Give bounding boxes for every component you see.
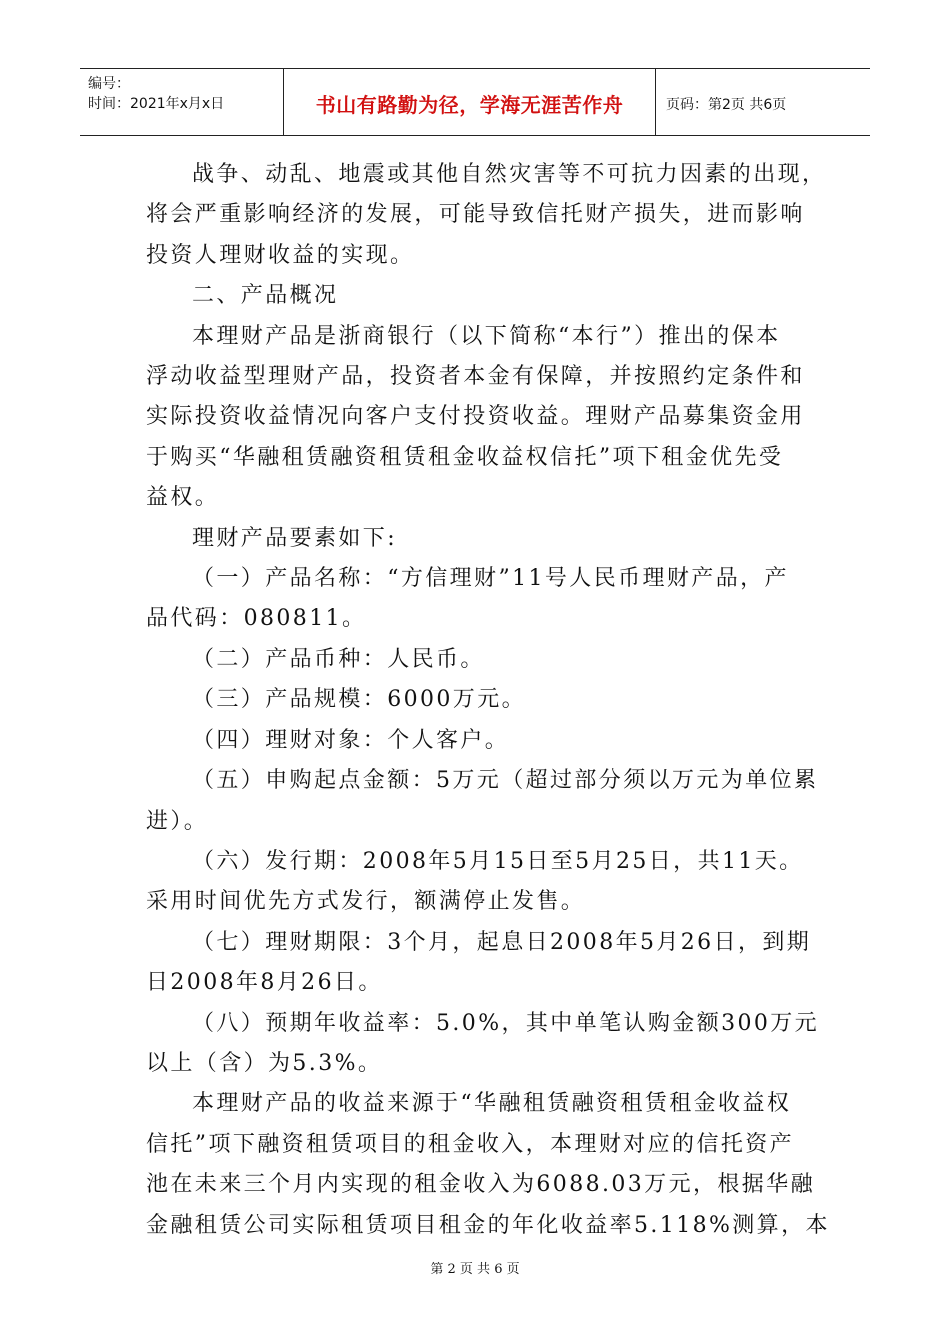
section-heading: 二、产品概况: [192, 283, 339, 309]
body-line: 益权。: [146, 485, 220, 511]
body-line: 浮动收益型理财产品，投资者本金有保障，并按照约定条件和: [146, 364, 805, 390]
header-bottom-rule: [80, 135, 870, 136]
list-item: （三）产品规模：6000万元。: [192, 687, 526, 713]
list-item: （七）理财期限：3个月，起息日2008年5月26日，到期: [192, 929, 812, 955]
list-item: （二）产品币种：人民币。: [192, 646, 485, 672]
body-line: 战争、动乱、地震或其他自然灾害等不可抗力因素的出现，: [192, 162, 827, 187]
list-item-continuation: 进）。: [146, 808, 209, 834]
body-line: 于购买“华融租赁融资租赁租金收益权信托”项下租金优先受: [146, 444, 784, 470]
header-meta: [88, 74, 224, 114]
list-item-continuation: 品代码：080811。: [146, 606, 367, 632]
body-line: 投资人理财收益的实现。: [146, 242, 415, 268]
body-line: 本理财产品是浙商银行（以下简称“本行”）推出的保本: [192, 323, 781, 349]
header-number-label: 编号：: [88, 76, 130, 92]
page-header: [80, 68, 870, 136]
body-line: 本理财产品的收益来源于“华融租赁融资租赁租金收益权: [192, 1091, 792, 1117]
list-item-continuation: 日2008年8月26日。: [146, 970, 383, 996]
header-page-info: 页码：第2页 共6页: [666, 97, 787, 113]
body-line: 理财产品要素如下:: [192, 525, 398, 551]
list-item: （六）发行期：2008年5月15日至5月25日，共11天。: [192, 848, 804, 874]
list-item: （八）预期年收益率：5.0%，其中单笔认购金额300万元: [192, 1010, 820, 1036]
body-line: 信托”项下融资租赁项目的租金收入，本理财对应的信托资产: [146, 1131, 795, 1157]
list-item: （五）申购起点金额：5万元（超过部分须以万元为单位累: [192, 768, 819, 794]
list-item: （一）产品名称：“方信理财”11号人民币理财产品，产: [192, 566, 789, 592]
body-line: 金融租赁公司实际租赁项目租金的年化收益率5.118%测算，本: [146, 1212, 830, 1238]
header-motto: 书山有路勤为径，学海无涯苦作舟: [315, 93, 624, 117]
header-divider-right: [655, 68, 656, 136]
header-top-rule: [80, 68, 870, 69]
body-line: 实际投资收益情况向客户支付投资收益。理财产品募集资金用: [146, 404, 805, 430]
body-line: 将会严重影响经济的发展，可能导致信托财产损失，进而影响: [146, 202, 805, 228]
list-item-continuation: 以上（含）为5.3%。: [146, 1050, 383, 1076]
body-line: 池在未来三个月内实现的租金收入为6088.03万元，根据华融: [146, 1172, 815, 1198]
page-footer: 第 2 页 共 6 页: [430, 1262, 520, 1277]
document-body: [146, 155, 830, 1246]
list-item: （四）理财对象：个人客户。: [192, 727, 510, 753]
list-item-continuation: 采用时间优先方式发行，额满停止发售。: [146, 889, 586, 915]
header-time-label: 时间：2021年x月x日: [88, 96, 225, 112]
